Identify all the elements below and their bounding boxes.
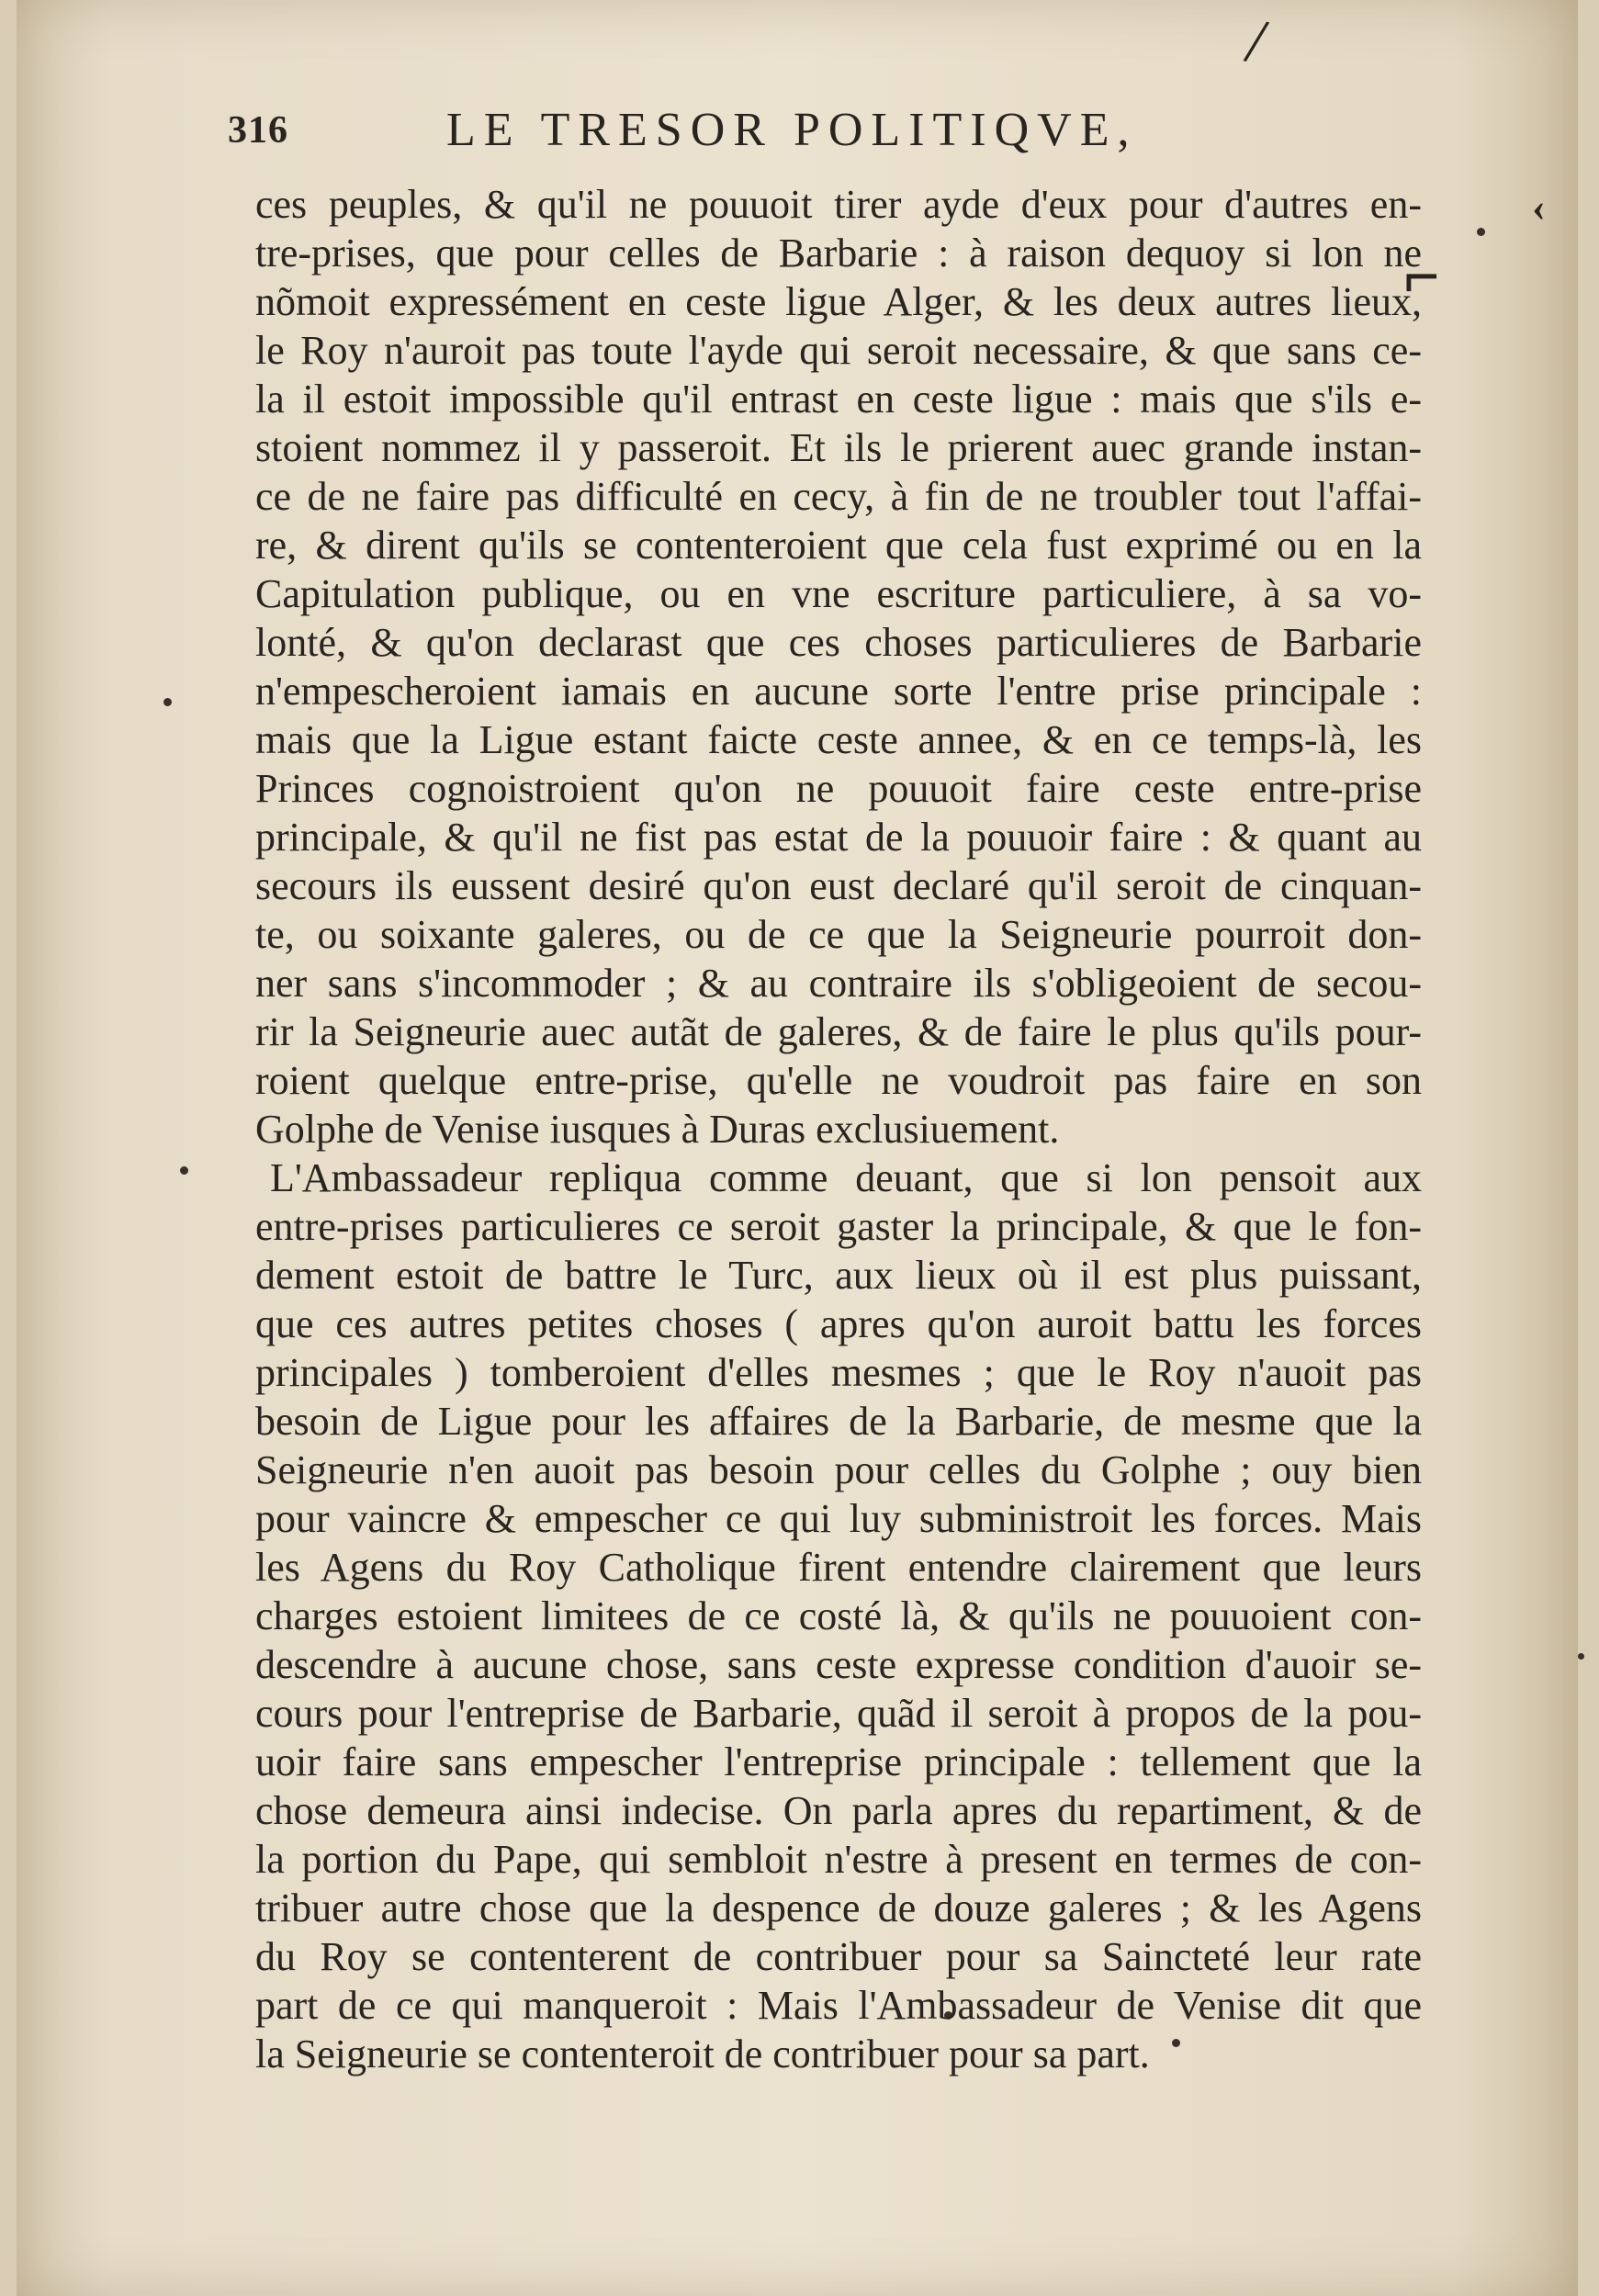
- ink-speck: [1477, 228, 1485, 236]
- margin-ink-mark: ⌐: [1403, 242, 1440, 312]
- ink-speck: [180, 1166, 188, 1175]
- text-line: la portion du Pape, qui sembloit n'estre à present en termes de con-: [255, 1837, 1422, 1882]
- text-line: du Roy se contenterent de contribuer pour sa Saincteté leur rate: [255, 1934, 1422, 1979]
- text-line: rir la Seigneurie auec autãt de galeres, & de faire le plus qu'ils pour-: [255, 1009, 1422, 1054]
- page: [17, 0, 1578, 2296]
- paragraph-start-line: L'Ambassadeur repliqua comme deuant, que si lon pensoit aux: [270, 1155, 1422, 1200]
- text-line: que ces autres petites choses ( apres qu'on auroit battu les forces: [255, 1301, 1422, 1346]
- text-line: stoient nommez il y passeroit. Et ils le prierent auec grande instan-: [255, 425, 1422, 470]
- margin-ink-mark-right: ‹: [1532, 185, 1546, 230]
- text-line: le Roy n'auroit pas toute l'ayde qui seroit necessaire, & que sans ce-: [255, 328, 1422, 373]
- text-line: mais que la Ligue estant faicte ceste annee, & en ce temps-là, les: [255, 717, 1422, 762]
- text-line: nõmoit expressément en ceste ligue Alger, & les deux autres lieux,: [255, 279, 1422, 324]
- paragraph-end-line: Golphe de Venise iusques à Duras exclusiuement.: [255, 1107, 1060, 1152]
- text-line: pour vaincre & empescher ce qui luy subministroit les forces. Mais: [255, 1496, 1422, 1541]
- text-line: cours pour l'entreprise de Barbarie, quãd il seroit à propos de la pou-: [255, 1691, 1422, 1736]
- ink-speck: [163, 698, 172, 706]
- ink-speck: [1578, 1653, 1584, 1660]
- ink-mark-top: /: [1240, 5, 1273, 79]
- text-line: te, ou soixante galeres, ou de ce que la Seigneurie pourroit don-: [255, 912, 1422, 957]
- text-line: part de ce qui manqueroit : Mais l'Ambassadeur de Venise dit que: [255, 1983, 1422, 2028]
- text-line: principale, & qu'il ne fist pas estat de la pouuoir faire : & quant au: [255, 815, 1422, 860]
- text-line: les Agens du Roy Catholique firent entendre clairement que leurs: [255, 1545, 1422, 1590]
- text-line: charges estoient limitees de ce costé là, & qu'ils ne pouuoient con-: [255, 1593, 1422, 1638]
- text-line: besoin de Ligue pour les affaires de la Barbarie, de mesme que la: [255, 1399, 1422, 1444]
- text-line: ner sans s'incommoder ; & au contraire ils s'obligeoient de secou-: [255, 961, 1422, 1006]
- text-line: roient quelque entre-prise, qu'elle ne voudroit pas faire en son: [255, 1058, 1422, 1103]
- running-title: LE TRESOR POLITIQVE,: [446, 104, 1138, 156]
- text-line: re, & dirent qu'ils se contenteroient que cela fust exprimé ou en la: [255, 523, 1422, 568]
- text-line: descendre à aucune chose, sans ceste expresse condition d'auoir se-: [255, 1642, 1422, 1687]
- text-line: Princes cognoistroient qu'on ne pouuoit faire ceste entre-prise: [255, 766, 1422, 811]
- text-line: ce de ne faire pas difficulté en cecy, à fin de ne troubler tout l'affai-: [255, 474, 1422, 519]
- text-line: dement estoit de battre le Turc, aux lieux où il est plus puissant,: [255, 1253, 1422, 1298]
- text-line: uoir faire sans empescher l'entreprise principale : tellement que la: [255, 1739, 1422, 1784]
- text-line: ces peuples, & qu'il ne pouuoit tirer ayde d'eux pour d'autres en-: [255, 182, 1422, 227]
- paragraph-end-line: la Seigneurie se contenteroit de contribuer pour sa part.: [255, 2032, 1150, 2077]
- text-line: tre-prises, que pour celles de Barbarie : à raison dequoy si lon ne: [255, 231, 1422, 276]
- text-line: tribuer autre chose que la despence de douze galeres ; & les Agens: [255, 1885, 1422, 1930]
- text-line: chose demeura ainsi indecise. On parla apres du repartiment, & de: [255, 1788, 1422, 1833]
- body-text: [255, 180, 1422, 2078]
- text-line: la il estoit impossible qu'il entrast en ceste ligue : mais que s'ils e-: [255, 377, 1422, 422]
- text-line: entre-prises particulieres ce seroit gaster la principale, & que le fon-: [255, 1204, 1422, 1249]
- text-line: principales ) tomberoient d'elles mesmes ; que le Roy n'auoit pas: [255, 1350, 1422, 1395]
- text-line: lonté, & qu'on declarast que ces choses particulieres de Barbarie: [255, 620, 1422, 665]
- text-line: secours ils eussent desiré qu'on eust declaré qu'il seroit de cinquan-: [255, 863, 1422, 908]
- text-line: Seigneurie n'en auoit pas besoin pour celles du Golphe ; ouy bien: [255, 1447, 1422, 1492]
- text-line: n'empescheroient iamais en aucune sorte l'entre prise principale :: [255, 669, 1422, 714]
- text-line: Capitulation publique, ou en vne escriture particuliere, à sa vo-: [255, 571, 1422, 616]
- page-number: 316: [228, 109, 288, 152]
